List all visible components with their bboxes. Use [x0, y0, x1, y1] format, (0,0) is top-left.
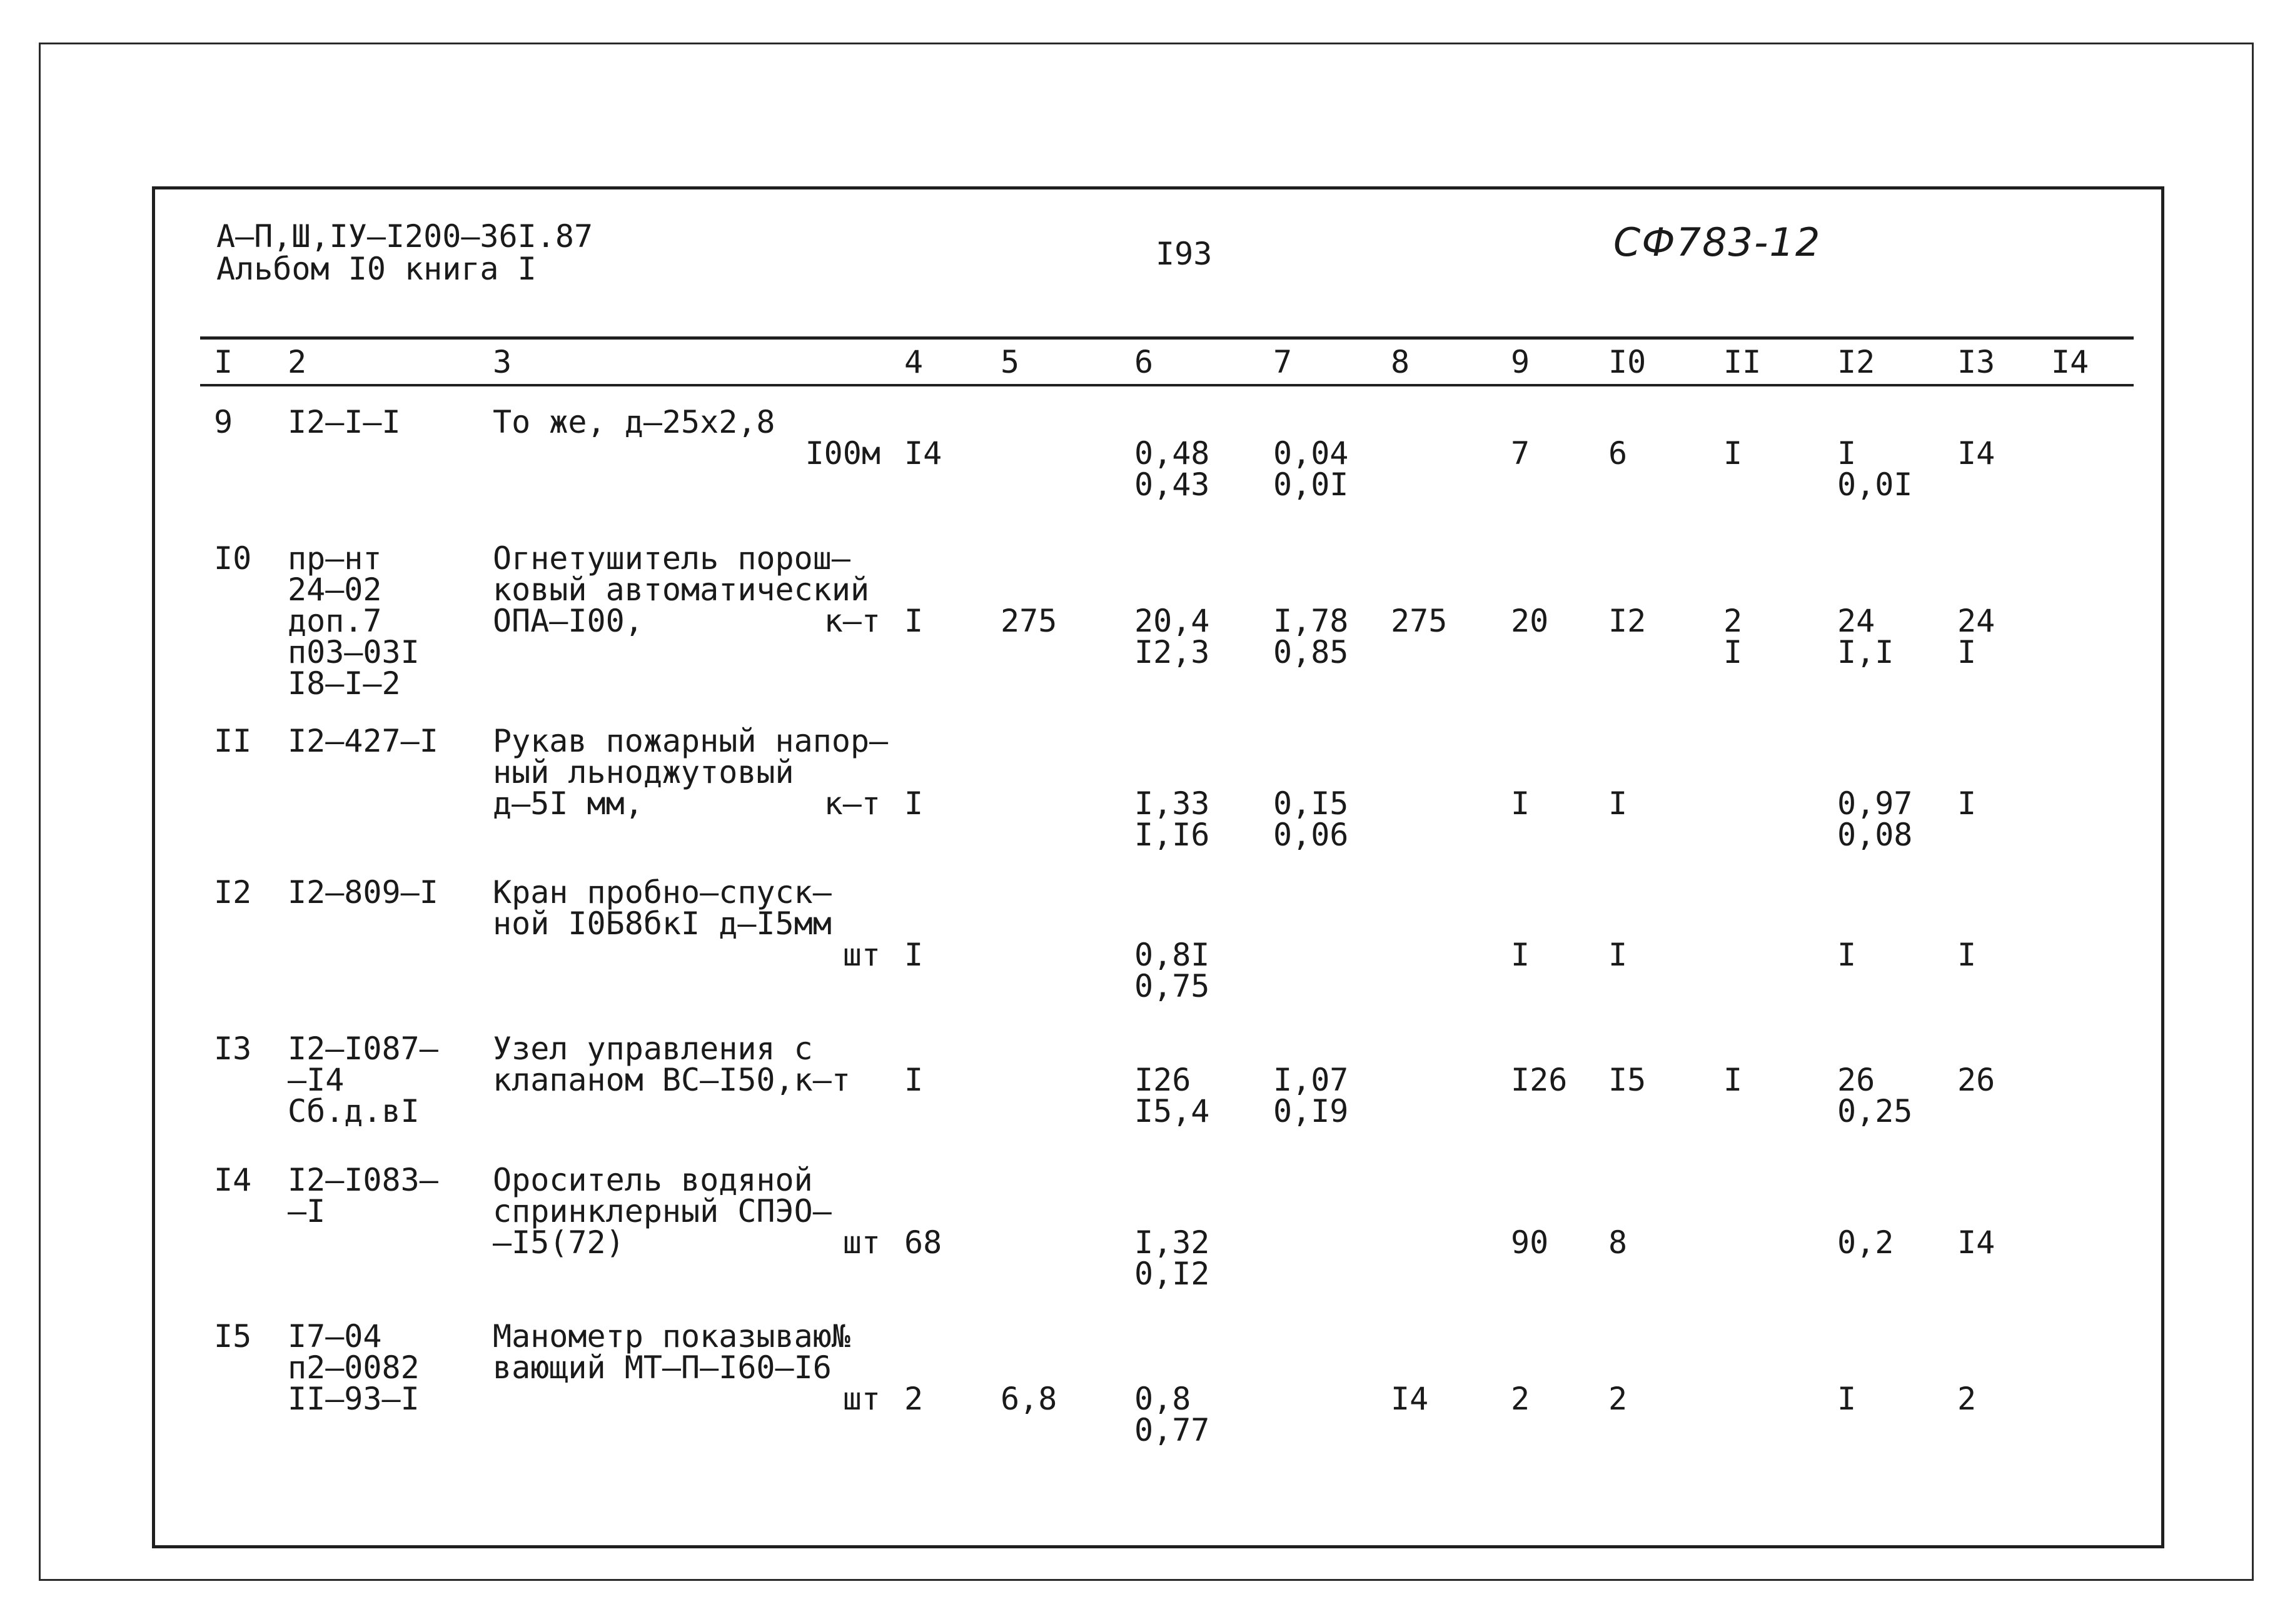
col-4-value: I	[904, 1062, 924, 1098]
row-number: I2	[214, 874, 252, 910]
document-code: А–П,Ш,IУ–I200–36I.87	[216, 218, 593, 255]
item-description: клапаном ВС–I50,к–т	[493, 1062, 850, 1098]
col-12-value: 0,25	[1837, 1093, 1913, 1129]
col-6-value: 0,75	[1134, 968, 1210, 1004]
item-description: Кран пробно–спуск–	[493, 874, 832, 910]
col-13-value: 2	[1957, 1381, 1977, 1417]
column-header: 3	[493, 344, 512, 380]
col-12-value: 24	[1837, 603, 1875, 639]
row-number: 9	[214, 404, 233, 440]
col-11-value: I	[1723, 1062, 1743, 1098]
page-number: I93	[1156, 236, 1213, 272]
row-number: I5	[214, 1318, 252, 1354]
item-code: п03–03I	[288, 634, 420, 670]
item-description: Манометр показываю№	[493, 1318, 850, 1354]
item-code: I2–809–I	[288, 874, 438, 910]
document-frame	[152, 186, 2164, 1548]
col-6-value: I5,4	[1134, 1093, 1210, 1129]
item-description: Узел управления с	[493, 1031, 813, 1067]
col-11-value: 2	[1723, 603, 1743, 639]
column-header: I4	[2051, 344, 2089, 380]
col-10-value: 2	[1608, 1381, 1628, 1417]
item-description: д–5I мм,	[493, 785, 643, 822]
col-12-value: 0,97	[1837, 785, 1913, 822]
col-11-value: I	[1723, 634, 1743, 670]
col-12-value: 26	[1837, 1062, 1875, 1098]
item-description: –I5(72)	[493, 1224, 625, 1261]
col-4-value: I4	[904, 435, 942, 472]
column-header: I2	[1837, 344, 1875, 380]
item-code: I2–427–I	[288, 723, 438, 759]
col-13-value: I	[1957, 785, 1977, 822]
row-number: II	[214, 723, 252, 759]
col-7-value: I,07	[1273, 1062, 1349, 1098]
col-9-value: I26	[1511, 1062, 1568, 1098]
col-7-value: 0,I5	[1273, 785, 1349, 822]
item-unit: шт	[842, 1224, 880, 1261]
album-label: Альбом I0 книга I	[216, 251, 537, 287]
item-code: доп.7	[288, 603, 382, 639]
row-number: I3	[214, 1031, 252, 1067]
item-code: –I	[288, 1193, 326, 1229]
col-6-value: I,32	[1134, 1224, 1210, 1261]
row-number: I4	[214, 1162, 252, 1198]
col-6-value: 0,I2	[1134, 1256, 1210, 1292]
item-code: I2–I–I	[288, 404, 401, 440]
item-code: пр–нт	[288, 540, 382, 577]
column-header: 6	[1134, 344, 1154, 380]
col-7-value: 0,0I	[1273, 467, 1349, 503]
item-code: I7–04	[288, 1318, 382, 1354]
sheet-code: СФ783-12	[1613, 219, 1822, 265]
col-6-value: 0,43	[1134, 467, 1210, 503]
row-number: I0	[214, 540, 252, 577]
col-5-value: 275	[1001, 603, 1057, 639]
col-7-value: I,78	[1273, 603, 1349, 639]
col-6-value: 0,48	[1134, 435, 1210, 472]
col-6-value: I,33	[1134, 785, 1210, 822]
item-description: Огнетушитель порош–	[493, 540, 850, 577]
col-12-value: 0,08	[1837, 817, 1913, 853]
col-6-value: 0,77	[1134, 1412, 1210, 1448]
item-description: спринклерный СПЭО–	[493, 1193, 832, 1229]
col-10-value: I2	[1608, 603, 1647, 639]
item-description: ковый автоматический	[493, 572, 870, 608]
col-6-value: I26	[1134, 1062, 1191, 1098]
document-code-block	[216, 220, 593, 285]
item-unit: шт	[842, 937, 880, 973]
item-description: ной I0Б8бкI д–I5мм	[493, 905, 832, 942]
col-13-value: I4	[1957, 1224, 1995, 1261]
col-10-value: 6	[1608, 435, 1628, 472]
item-description: ОПА–I00,	[493, 603, 643, 639]
col-4-value: I	[904, 937, 924, 973]
col-9-value: 7	[1511, 435, 1530, 472]
col-4-value: 2	[904, 1381, 924, 1417]
item-unit: к–т	[824, 785, 880, 822]
item-code: п2–0082	[288, 1349, 420, 1386]
item-description: ный льноджутовый	[493, 754, 794, 790]
col-13-value: I4	[1957, 435, 1995, 472]
column-header: 5	[1001, 344, 1020, 380]
item-code: I2–I087–	[288, 1031, 438, 1067]
col-10-value: 8	[1608, 1224, 1628, 1261]
col-7-value: 0,06	[1273, 817, 1349, 853]
col-9-value: I	[1511, 937, 1530, 973]
col-9-value: 2	[1511, 1381, 1530, 1417]
col-7-value: 0,I9	[1273, 1093, 1349, 1129]
col-10-value: I5	[1608, 1062, 1647, 1098]
col-4-value: I	[904, 785, 924, 822]
col-6-value: 0,8I	[1134, 937, 1210, 973]
col-6-value: I2,3	[1134, 634, 1210, 670]
col-8-value: I4	[1391, 1381, 1429, 1417]
col-12-value: I,I	[1837, 634, 1894, 670]
item-code: I8–I–2	[288, 665, 401, 702]
col-10-value: I	[1608, 937, 1628, 973]
col-7-value: 0,04	[1273, 435, 1349, 472]
col-13-value: 24	[1957, 603, 1995, 639]
col-12-value: I	[1837, 1381, 1857, 1417]
col-9-value: I	[1511, 785, 1530, 822]
col-5-value: 6,8	[1001, 1381, 1057, 1417]
item-code: I2–I083–	[288, 1162, 438, 1198]
item-unit: к–т	[824, 603, 880, 639]
table-header-rule	[200, 384, 2134, 386]
column-header: 9	[1511, 344, 1530, 380]
col-6-value: I,I6	[1134, 817, 1210, 853]
item-code: II–93–I	[288, 1381, 420, 1417]
item-unit: шт	[842, 1381, 880, 1417]
item-description: То же, д–25х2,8	[493, 404, 775, 440]
col-6-value: 0,8	[1134, 1381, 1191, 1417]
column-header: 7	[1273, 344, 1293, 380]
col-8-value: 275	[1391, 603, 1448, 639]
col-6-value: 20,4	[1134, 603, 1210, 639]
column-header: II	[1723, 344, 1762, 380]
col-10-value: I	[1608, 785, 1628, 822]
col-12-value: I	[1837, 435, 1857, 472]
col-13-value: I	[1957, 634, 1977, 670]
item-code: –I4	[288, 1062, 345, 1098]
col-4-value: I	[904, 603, 924, 639]
column-header: 4	[904, 344, 924, 380]
column-header: I3	[1957, 344, 1995, 380]
col-13-value: 26	[1957, 1062, 1995, 1098]
item-description: Рукав пожарный напор–	[493, 723, 889, 759]
column-header: I0	[1608, 344, 1647, 380]
col-7-value: 0,85	[1273, 634, 1349, 670]
column-header: 2	[288, 344, 307, 380]
col-12-value: 0,2	[1837, 1224, 1894, 1261]
column-header: I	[214, 344, 233, 380]
col-12-value: I	[1837, 937, 1857, 973]
item-description: вающий МТ–П–I60–I6	[493, 1349, 832, 1386]
table-top-rule	[200, 336, 2134, 340]
col-12-value: 0,0I	[1837, 467, 1913, 503]
item-code: Сб.д.вI	[288, 1093, 420, 1129]
item-description: Ороситель водяной	[493, 1162, 813, 1198]
col-9-value: 20	[1511, 603, 1549, 639]
item-code: 24–02	[288, 572, 382, 608]
col-9-value: 90	[1511, 1224, 1549, 1261]
col-13-value: I	[1957, 937, 1977, 973]
item-unit: I00м	[805, 435, 880, 472]
col-11-value: I	[1723, 435, 1743, 472]
column-header: 8	[1391, 344, 1410, 380]
col-4-value: 68	[904, 1224, 942, 1261]
